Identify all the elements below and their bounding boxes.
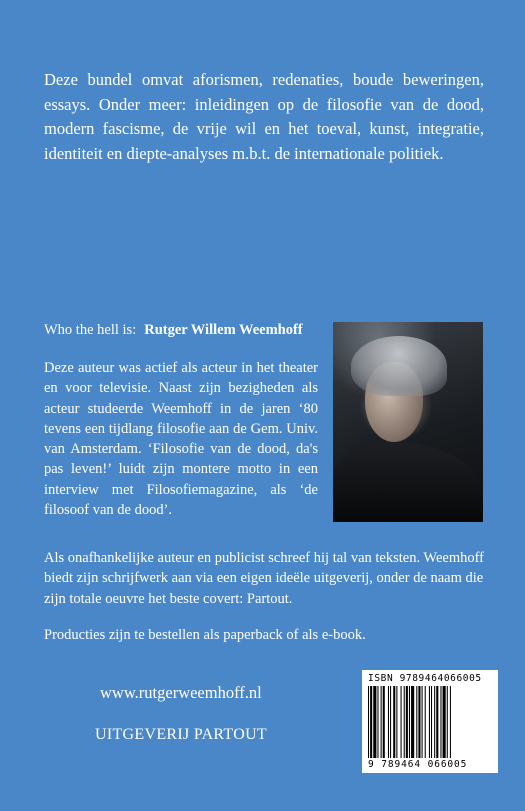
- barcode-bars: [368, 686, 492, 758]
- author-name: Rutger Willem Weemhoff: [144, 322, 303, 338]
- website-link[interactable]: www.rutgerweemhoff.nl: [100, 683, 262, 702]
- isbn-barcode: [362, 670, 498, 773]
- author-bio: Deze auteur was actief als acteur in het theater en voor televisie. Naast zijn bezigheden als acteur studeerde Weemhoff in de jaren ‘80 tevens een tijdlang filosofie aan de Gem. Univ. van Amsterdam. ‘Filosofie van de dood, da's pas leven!’ luidt zijn montere motto in een interview met Filosofiemagazine, als ‘de filosoof van de dood’.: [44, 360, 318, 519]
- publisher-paragraph: Als onafhankelijke auteur en publicist schreef hij tal van teksten. Weemhoff biedt zijn schrijfwerk aan via een eigen ideële uitgeverij, onder de naam die zijn totale oeuvre het beste covert: Partout.: [44, 550, 485, 607]
- barcode-digits: 9 789464 066005: [368, 759, 468, 770]
- who-label: Who the hell is:: [44, 322, 137, 338]
- portrait-hair: [351, 336, 447, 396]
- isbn-label: ISBN 9789464066005: [368, 673, 482, 684]
- availability-paragraph: Producties zijn te bestellen als paperback of als e-book.: [44, 627, 366, 643]
- who-line: [44, 320, 344, 340]
- author-portrait: [333, 322, 483, 522]
- blurb-text: Deze bundel omvat aforismen, redenaties, boude beweringen, essays. Onder meer: inleidingen op de filosofie van de dood, modern fascisme, de vrije wil en het toeval, kunst, integratie, identiteit en diepte-analyses m.b.t. de internationale politiek.: [44, 70, 484, 163]
- portrait-coat: [333, 442, 483, 522]
- publisher-name: UITGEVERIJ PARTOUT: [95, 726, 268, 743]
